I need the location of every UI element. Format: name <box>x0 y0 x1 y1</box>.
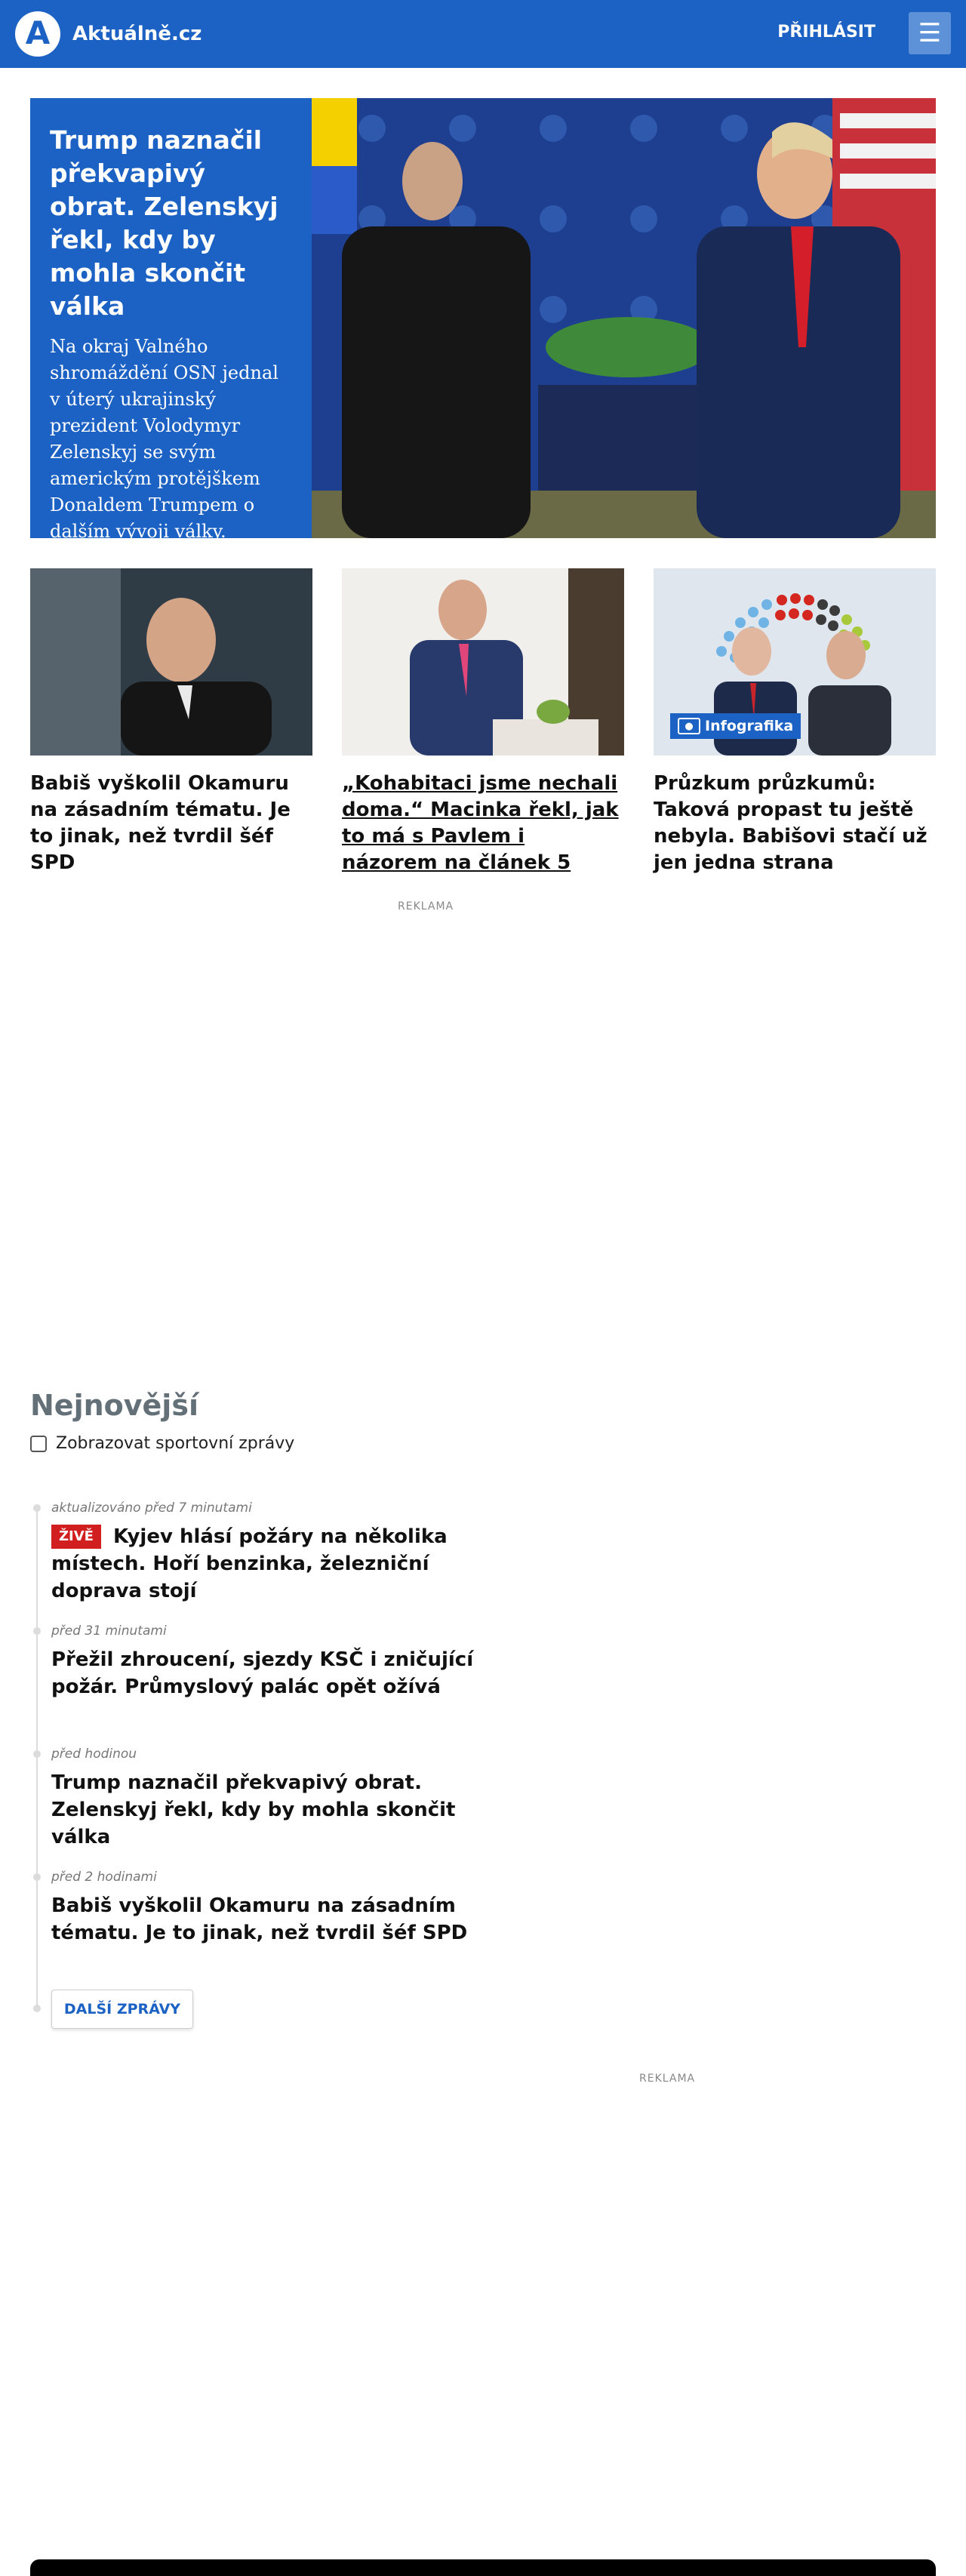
hero-image[interactable] <box>312 98 936 538</box>
sport-news-toggle[interactable] <box>30 1434 294 1453</box>
logo-letter: A <box>25 14 51 51</box>
sport-news-checkbox[interactable] <box>30 1436 47 1452</box>
news-time: před 31 minutami <box>51 1623 167 1639</box>
news-time: před hodinou <box>51 1747 137 1762</box>
timeline-dot <box>33 2005 41 2012</box>
news-time: před 2 hodinami <box>51 1870 157 1885</box>
news-title[interactable]: Babiš vyškolil Okamuru na zásadním tématu. Je to jinak, než tvrdil šéf SPD <box>51 1894 468 1944</box>
hero-title[interactable]: Trump naznačil překvapivý obrat. Zelenskyj řekl, kdy by mohla skončit válka <box>50 125 278 321</box>
infographic-badge <box>670 713 801 739</box>
news-title[interactable]: Kyjev hlásí požáry na několika místech. Hoří benzinka, železniční doprava stojí <box>51 1525 448 1602</box>
bottom-bar <box>30 2559 936 2576</box>
live-badge: ŽIVĚ <box>51 1525 101 1549</box>
article-card[interactable] <box>30 568 312 876</box>
article-title[interactable]: Průzkum průzkumů: Taková propast tu ještě nebyla. Babišovi stačí už jen jedna strana <box>654 772 928 874</box>
ad-label: REKLAMA <box>639 2073 696 2085</box>
article-card[interactable] <box>342 568 624 876</box>
article-card[interactable] <box>654 568 936 876</box>
timeline-dot <box>33 1627 41 1635</box>
newest-heading: Nejnovější <box>30 1389 198 1422</box>
site-header <box>0 0 966 68</box>
article-title[interactable]: „Kohabitaci jsme nechali doma.“ Macinka řekl, jak to má s Pavlem i názorem na článek 5 <box>342 772 619 874</box>
article-image[interactable] <box>342 568 624 756</box>
article-title[interactable]: Babiš vyškolil Okamuru na zásadním tématu. Je to jinak, než tvrdil šéf SPD <box>30 772 291 874</box>
logo-icon[interactable] <box>15 11 60 57</box>
article-image[interactable] <box>30 568 312 756</box>
hero-photo-illustration <box>312 98 936 538</box>
sport-news-label: Zobrazovat sportovní zprávy <box>56 1434 295 1453</box>
eye-icon: ● <box>678 718 700 734</box>
news-time: aktualizováno před 7 minutami <box>51 1500 252 1516</box>
menu-button[interactable] <box>909 12 951 54</box>
timeline-line <box>36 1510 38 2008</box>
news-item[interactable] <box>51 1623 504 1700</box>
news-title-wrap[interactable] <box>51 1523 504 1605</box>
hero-article[interactable] <box>30 98 936 568</box>
timeline-dot <box>33 1750 41 1758</box>
infographic-badge-label: Infografika <box>705 718 794 734</box>
hero-text-panel <box>30 98 312 568</box>
hamburger-icon: ☰ <box>918 18 942 48</box>
timeline-dot <box>33 1873 41 1881</box>
login-button[interactable]: PŘIHLÁSIT <box>777 23 875 42</box>
article-photo-illustration <box>342 568 624 756</box>
hero-perex: Na okraj Valného shromáždění OSN jednal v úterý ukrajinský prezident Volodymyr Zelenskyj se svým americkým protějškem Donaldem Trumpem o dalším vývoji války. Ukrajin… <box>50 336 278 568</box>
ad-label: REKLAMA <box>398 900 454 913</box>
article-image[interactable] <box>654 568 936 756</box>
site-name[interactable]: Aktuálně.cz <box>72 23 202 45</box>
news-title[interactable]: Trump naznačil překvapivý obrat. Zelenskyj řekl, kdy by mohla skončit válka <box>51 1771 456 1848</box>
news-title[interactable]: Přežil zhroucení, sjezdy KSČ i zničující požár. Průmyslový palác opět ožívá <box>51 1648 474 1698</box>
news-item[interactable] <box>51 1747 504 1851</box>
article-photo-illustration <box>30 568 312 756</box>
news-item[interactable] <box>51 1500 504 1605</box>
more-news-button[interactable]: DALŠÍ ZPRÁVY <box>51 1990 193 2029</box>
news-item[interactable] <box>51 1870 504 1947</box>
timeline-dot <box>33 1504 41 1512</box>
